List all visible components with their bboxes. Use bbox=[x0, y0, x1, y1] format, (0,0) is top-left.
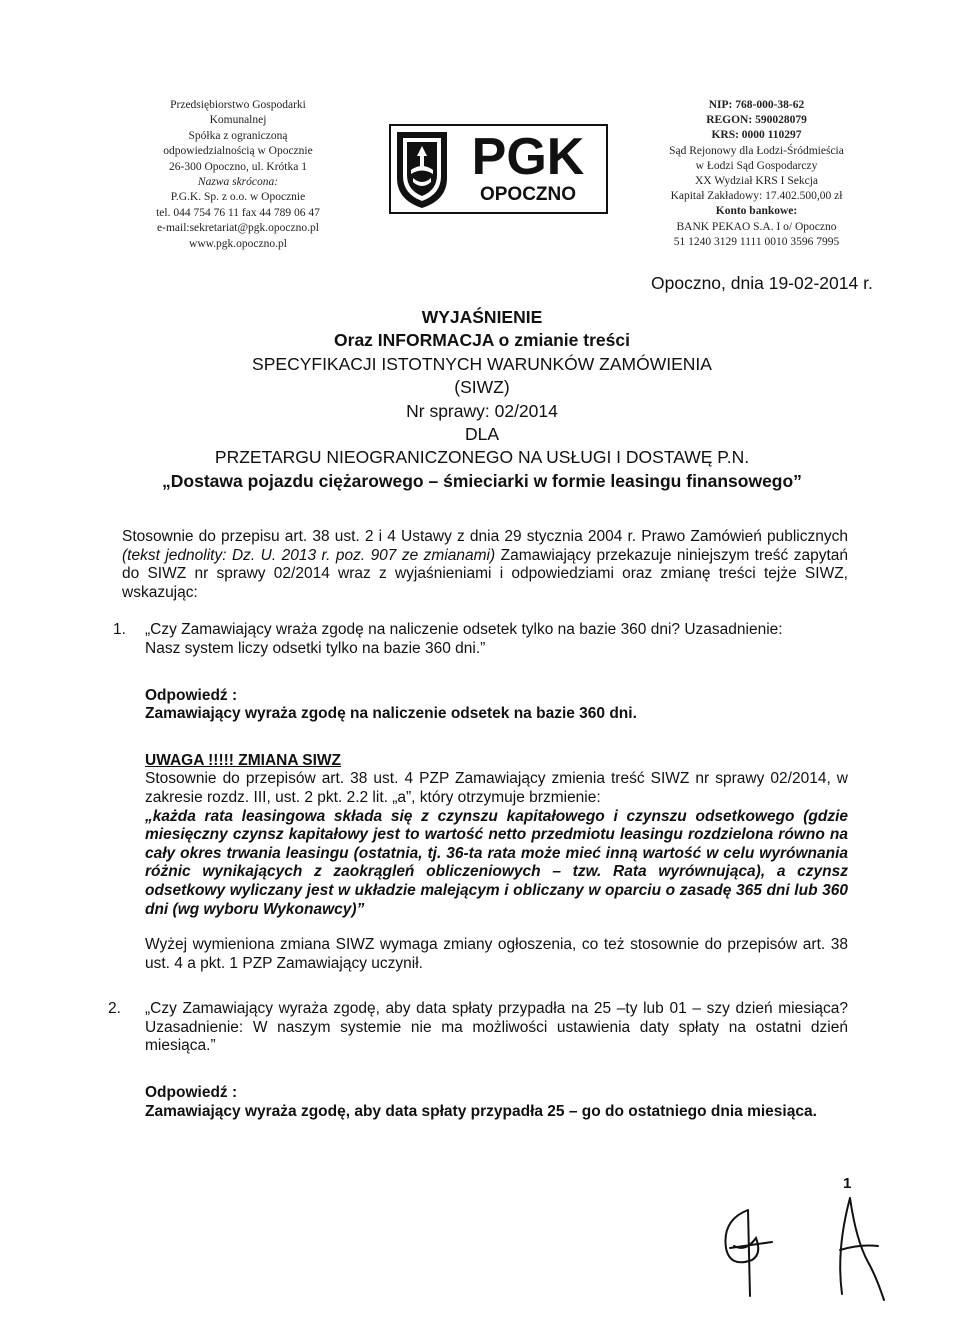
registration-line: XX Wydział KRS I Sekcja bbox=[694, 175, 819, 188]
page-number: 1 bbox=[843, 1175, 852, 1192]
legal-reference: (tekst jednolity: Dz. U. 2013 r. poz. 907 ze zmianami) bbox=[122, 546, 496, 564]
change-note: Wyżej wymieniona zmiana SIWZ wymaga zmiany ogłoszenia, co też stosownie do przepisów art. 38 ust. 4 a pkt. 1 PZP Zamawiający uczynił. bbox=[145, 936, 848, 972]
document-title bbox=[120, 306, 844, 493]
company-website: www.pgk.opoczno.pl bbox=[189, 237, 287, 250]
company-line: Spółka z ograniczoną bbox=[188, 129, 288, 142]
registration-line: Konto bankowe: bbox=[715, 205, 798, 218]
answer-label: Odpowiedź : bbox=[145, 1084, 238, 1102]
company-email: e-mail:sekretariat@pgk.opoczno.pl bbox=[157, 222, 319, 235]
logo-subtext: OPOCZNO bbox=[479, 184, 577, 205]
registration-line: REGON: 590028079 bbox=[706, 114, 807, 127]
registration-line: BANK PEKAO S.A. I o/ Opoczno bbox=[676, 220, 837, 233]
handwritten-signature bbox=[700, 1190, 900, 1310]
registration-line: 51 1240 3129 1111 0010 3596 7995 bbox=[673, 235, 840, 248]
question-text: „Czy Zamawiający wyraża zgodę, aby data spłaty przypadła na 25 –ty lub 01 – szy dzień miesiąca? Uzasadnienie: W naszym systemie nie ma możliwości ustawienia daty spłaty na ostatni dzień miesiąca.” bbox=[145, 1000, 848, 1055]
question-number: 1. bbox=[113, 621, 126, 639]
document-date: Opoczno, dnia 19-02-2014 r. bbox=[651, 273, 873, 293]
registration-line: KRS: 0000 110297 bbox=[711, 129, 802, 142]
answer-label: Odpowiedź : bbox=[145, 686, 238, 704]
intro-paragraph: Stosownie do przepisu art. 38 ust. 2 i 4 Ustawy z dnia 29 stycznia 2004 r. Prawo Zamówień publicznych (tekst jednolity: Dz. U. 2013 r. poz. 907 ze zmianami) Zamawiający przekazuje niniejszym treść zapytań do SIWZ nr sprawy 02/2014 wraz z wyjaśnieniami i odpowiedziami oraz zmianę treści tejże SIWZ, wskazując: bbox=[122, 528, 848, 601]
registration-line: Kapitał Zakładowy: 17.402.500,00 zł bbox=[670, 190, 843, 203]
answer-text: Zamawiający wyraża zgodę, aby data spłaty przypadła 25 – go do ostatniego dnia miesiąca. bbox=[145, 1102, 817, 1120]
question-2 bbox=[108, 1000, 848, 1056]
title-line: PRZETARGU NIEOGRANICZONEGO NA USŁUGI I DOSTAWĘ P.N. bbox=[214, 447, 750, 468]
company-line: P.G.K. Sp. z o.o. w Opocznie bbox=[170, 191, 306, 204]
case-number: Nr sprawy: 02/2014 bbox=[406, 400, 558, 421]
title-line: DLA bbox=[464, 424, 500, 445]
company-line: Komunalnej bbox=[209, 114, 267, 127]
company-line: Przedsiębiorstwo Gospodarki bbox=[170, 99, 306, 111]
title-line: (SIWZ) bbox=[454, 377, 510, 398]
change-intro: Stosownie do przepisów art. 38 ust. 4 PZP Zamawiający zmienia treść SIWZ nr sprawy 02/2014, w zakresie rozdz. III, ust. 2 pkt. 2.2 lit. „a”, który otrzymuje brzmienie: bbox=[145, 770, 848, 806]
question-1 bbox=[113, 621, 848, 658]
change-heading: UWAGA !!!!! ZMIANA SIWZ bbox=[145, 751, 341, 769]
company-line: 26-300 Opoczno, ul. Krótka 1 bbox=[169, 160, 307, 173]
logo-text: PGK bbox=[471, 128, 585, 186]
document-body bbox=[108, 528, 848, 1121]
tender-name: „Dostawa pojazdu ciężarowego – śmieciarki w formie leasingu finansowego” bbox=[162, 470, 802, 491]
title-line: WYJAŚNIENIE bbox=[421, 307, 543, 327]
registration-line: NIP: 768-000-38-62 bbox=[708, 99, 805, 111]
company-phone: tel. 044 754 76 11 fax 44 789 06 47 bbox=[156, 206, 320, 219]
registration-line: Sąd Rejonowy dla Łodzi-Śródmieścia bbox=[669, 144, 844, 157]
company-registration-block bbox=[634, 98, 879, 250]
company-address-block bbox=[138, 98, 338, 252]
change-quote: „każda rata leasingowa składa się z czynszu kapitałowego i czynszu odsetkowego (gdzie miesięczny czynsz kapitałowy jest to wartość netto przedmiotu leasingu rozdzielona równo na cały okres trwania leasingu (ostatnia, tj. 36-ta rata może mieć inną wartość w celu wyrównania różnic wynikających z zaokrągleń obliczeniowych – tzw. Rata wyrównująca), a czynsz odsetkowy wyliczany jest w układzie malejącym i obliczany w oparciu o zasadę 365 dni lub 360 dni (wg wyboru Wykonawcy)” bbox=[145, 807, 848, 918]
company-line: odpowiedzialnością w Opocznie bbox=[163, 145, 313, 158]
registration-line: w Łodzi Sąd Gospodarczy bbox=[695, 159, 818, 172]
title-line: SPECYFIKACJI ISTOTNYCH WARUNKÓW ZAMÓWIENIA bbox=[252, 353, 712, 374]
title-line: Oraz INFORMACJA o zmianie treści bbox=[334, 330, 630, 351]
short-name-label: Nazwa skrócona: bbox=[197, 176, 279, 189]
crest-icon bbox=[391, 126, 605, 211]
question-text: „Czy Zamawiający wraża zgodę na naliczenie odsetek tylko na bazie 360 dni? Uzasadnienie: Nasz system liczy odsetki tylko na bazie 360 dni.” bbox=[145, 621, 783, 657]
answer-text: Zamawiający wyraża zgodę na naliczenie odsetek na bazie 360 dni. bbox=[145, 705, 637, 723]
question-number: 2. bbox=[108, 1000, 121, 1018]
pgk-logo bbox=[389, 124, 608, 214]
